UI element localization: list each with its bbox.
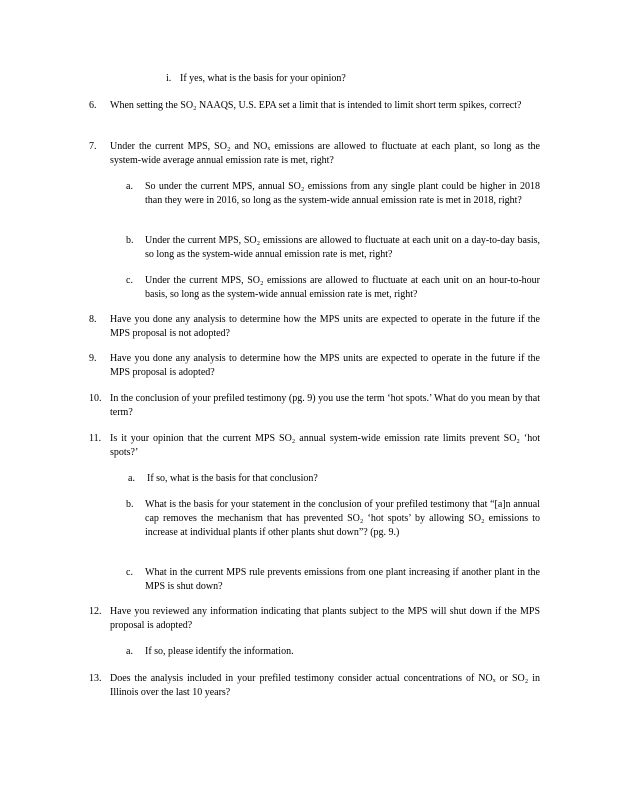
item-text: Under the current MPS, SO₂ and NOₓ emissions are allowed to fluctuate at each plant, so long as the system-wide average annual emission rate is met, right? — [110, 141, 540, 166]
item-number: b. — [126, 499, 134, 510]
item-text: In the conclusion of your prefiled testimony (pg. 9) you use the term ‘hot spots.’ What do you mean by that term? — [110, 393, 540, 418]
item-number: a. — [128, 473, 135, 484]
item-text: Have you reviewed any information indicating that plants subject to the MPS will shut down if the MPS proposal is adopted? — [110, 606, 540, 631]
item-number: 9. — [89, 353, 97, 364]
item-number: c. — [126, 567, 133, 578]
question-7a — [126, 180, 540, 208]
question-10 — [89, 392, 540, 420]
item-text: If so, what is the basis for that conclusion? — [147, 473, 318, 484]
item-text: When setting the SO₂ NAAQS, U.S. EPA set a limit that is intended to limit short term spikes, correct? — [110, 100, 522, 111]
question-11c — [126, 566, 540, 594]
item-text: Under the current MPS, SO₂ emissions are allowed to fluctuate at each unit on an hour-to-hour basis, so long as the system-wide annual emission rate is met, right? — [145, 275, 540, 300]
item-text: If so, please identify the information. — [145, 646, 294, 657]
item-text: Have you done any analysis to determine how the MPS units are expected to operate in the future if the MPS proposal is adopted? — [110, 353, 540, 378]
question-11a — [128, 472, 540, 486]
item-number: b. — [126, 235, 134, 246]
question-12 — [89, 605, 540, 633]
item-text: Under the current MPS, SO₂ emissions are allowed to fluctuate at each unit on a day-to-day basis, so long as the system-wide annual emission rate is met, right? — [145, 235, 540, 260]
item-number: 6. — [89, 100, 97, 111]
item-number: 8. — [89, 314, 97, 325]
item-number: 10. — [89, 393, 102, 404]
item-number: i. — [166, 73, 172, 84]
item-number: 13. — [89, 673, 102, 684]
question-12a — [126, 645, 540, 659]
item-text: Have you done any analysis to determine how the MPS units are expected to operate in the future if the MPS proposal is not adopted? — [110, 314, 540, 339]
question-7c — [126, 274, 540, 302]
question-7b — [126, 234, 540, 262]
question-9 — [89, 352, 540, 380]
item-text: If yes, what is the basis for your opinion? — [180, 73, 346, 84]
item-text: What is the basis for your statement in the conclusion of your prefiled testimony that “[a]n annual cap removes the mechanism that has prevented SO₂ ‘hot spots’ by allowing SO₂ emissions to increase at individual plants if other plants shut down”? (pg. 9.) — [145, 499, 540, 538]
question-13 — [89, 672, 540, 700]
item-number: a. — [126, 181, 133, 192]
question-11 — [89, 432, 540, 460]
question-7 — [89, 140, 540, 168]
item-number: 12. — [89, 606, 102, 617]
item-text: So under the current MPS, annual SO₂ emissions from any single plant could be higher in 2018 than they were in 2016, so long as the system-wide annual emission rate is met in 2018, right? — [145, 181, 540, 206]
item-number: c. — [126, 275, 133, 286]
item-number: 11. — [89, 433, 102, 444]
item-number: a. — [126, 646, 133, 657]
item-text: Does the analysis included in your prefiled testimony consider actual concentrations of NOₓ or SO₂ in Illinois over the last 10 years? — [110, 673, 540, 698]
question-11b — [126, 498, 540, 539]
question-sub-i — [166, 72, 540, 86]
question-6 — [89, 99, 540, 113]
item-text: Is it your opinion that the current MPS SO₂ annual system-wide emission rate limits prevent SO₂ ‘hot spots?’ — [110, 433, 540, 458]
item-text: What in the current MPS rule prevents emissions from one plant increasing if another plant in the MPS is shut down? — [145, 567, 540, 592]
item-number: 7. — [89, 141, 97, 152]
question-8 — [89, 313, 540, 341]
